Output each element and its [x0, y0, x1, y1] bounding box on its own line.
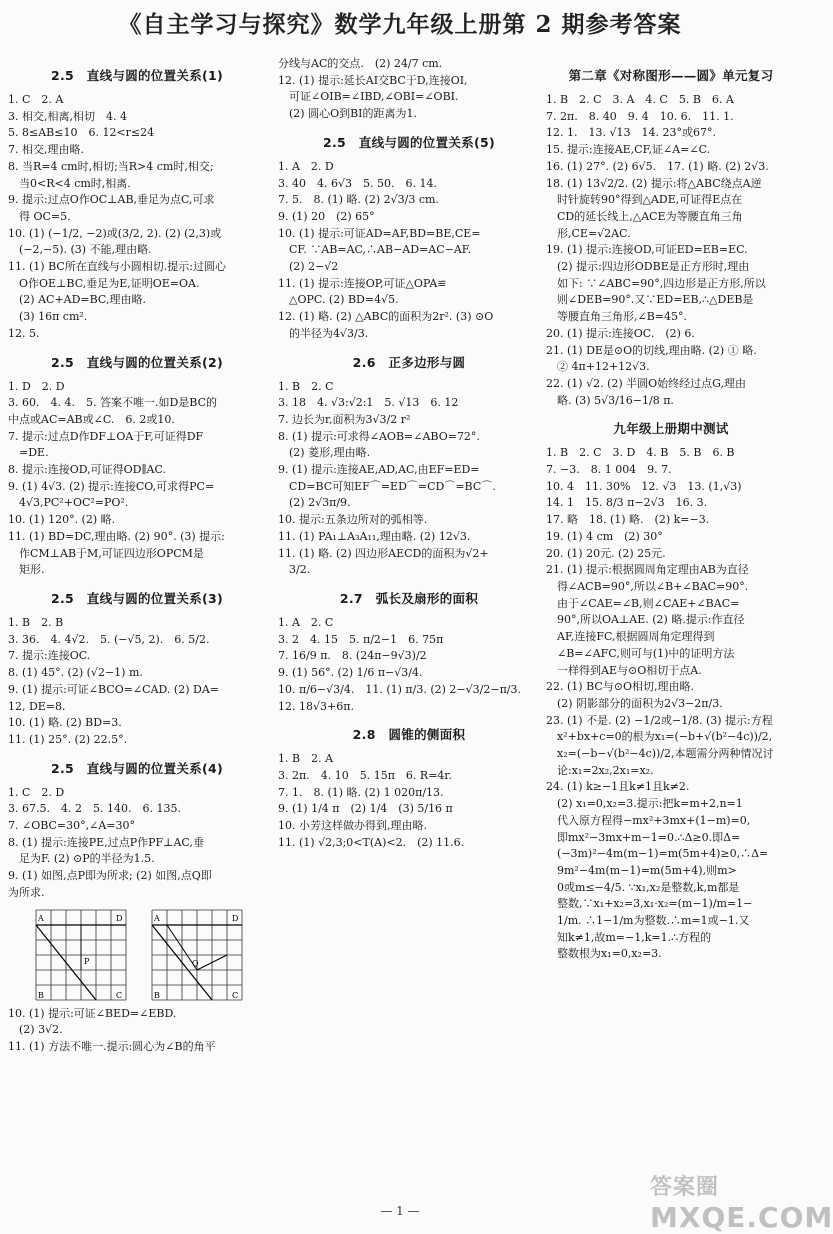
answer-line: 得 OC=5. [8, 209, 71, 223]
answer-line: 9. (1) 如图,点P即为所求; (2) 如图,点Q即 [8, 869, 212, 883]
answer-line: (2) 2−√2 [278, 260, 339, 274]
answer-line: 24. (1) k≥−1且k≠1且k≠2. [546, 780, 690, 794]
answer-line: 3. 40 4. 6√3 5. 50. 6. 14. [278, 176, 437, 190]
answer-line: 7. 提示:过点D作DF⊥OA于F,可证得DF [8, 429, 204, 443]
answer-line: O作OE⊥BC,垂足为E,证明OE=OA. [8, 276, 200, 290]
answer-line: 7. 16/9 π. 8. (24π−9√3)/2 [278, 649, 427, 663]
page-title: 《自主学习与探究》数学九年级上册第 2 期参考答案 [118, 11, 682, 38]
answer-line: 8. (1) 45°. (2) (√2−1) m. [8, 666, 143, 680]
answer-line: 16. (1) 27°. (2) 6√5. 17. (1) 略. (2) 2√3. [546, 159, 769, 173]
answer-line: 3/2. [278, 563, 311, 577]
answer-line: 10. (1) (−1/2, −2)或(3/2, 2). (2) (2,3)或 [8, 226, 222, 240]
answer-section [8, 353, 266, 579]
answer-line: 略. (3) 5√3/16−1/8 π. [546, 393, 674, 407]
answer-line: 23. (1) 不是. (2) −1/2或−1/8. (3) 提示:方程 [546, 713, 773, 727]
answer-line: (2) 圆心O到BI的距离为1. [278, 107, 418, 121]
answer-line: 19. (1) 4 cm (2) 30° [546, 529, 663, 543]
answer-line: 7. 1. 8. (1) 略. (2) 1 020π/13. [278, 785, 444, 799]
answer-line: 的半径为4√3/3. [278, 326, 369, 340]
answer-line: 11. (1) √2,3;0<T(A)<2. (2) 11.6. [278, 835, 465, 849]
answer-line: △OPC. (2) BD=4√5. [278, 293, 399, 307]
answer-line: 如下: ∵∠ABC=90°,四边形是正方形,所以 [546, 276, 766, 290]
answer-line: 12, DE=8. [8, 699, 66, 713]
grid-figures [30, 906, 266, 1002]
svg-text:C: C [116, 990, 123, 1000]
answer-line: 7. 提示:连接OC. [8, 649, 91, 663]
answer-line: 21. (1) 提示:根据圆周角定理由AB为直径 [546, 563, 749, 577]
answer-line: 时针旋转90°得到△ADE,可证得E点在 [546, 193, 743, 207]
answer-line: 3. 60. 4. 4. 5. 答案不唯一.如D是BC的 [8, 396, 217, 410]
answer-line: (2) AC+AD=BC,理由略. [8, 293, 146, 307]
answer-line: CF. ∵AB=AC,∴AB−AD=AC−AF. [278, 243, 472, 257]
answer-line: 20. (1) 20元. (2) 25元. [546, 546, 666, 560]
answer-line: 9. (1) 4√3. (2) 提示:连接CO,可求得PC= [8, 479, 215, 493]
answer-line: (2) 2√3π/9. [278, 496, 351, 510]
middle-column [278, 56, 540, 861]
answer-line: ② 4π+12+12√3. [546, 360, 650, 374]
answer-line: 3. 36. 4. 4√2. 5. (−√5, 2). 6. 5/2. [8, 632, 210, 646]
answer-line: 22. (1) √2. (2) 半圆O始终经过点G,理由 [546, 376, 747, 390]
answer-line: 1. C 2. A [8, 93, 64, 106]
answer-line: (2) 菱形,理由略. [278, 446, 371, 460]
page-number: — 1 — [380, 1204, 420, 1218]
answer-line: 矩形. [8, 563, 45, 577]
answer-line: 11. (1) 提示:连接OP,可证△OPA≌ [278, 276, 447, 290]
answer-section [546, 419, 796, 963]
section-heading: 2.5 直线与圆的位置关系(3) [50, 590, 224, 606]
answer-line: 10. π/6−√3/4. 11. (1) π/3. (2) 2−√3/2−π/3. [278, 682, 521, 696]
answer-line: 9. (1) 1/4 π (2) 1/4 (3) 5/16 π [278, 802, 453, 816]
right-column [546, 56, 796, 973]
answer-line: 则∠DEB=90°.又∵ED=EB,∴△DEB是 [546, 293, 754, 307]
answer-section [278, 56, 540, 123]
answer-line: 15. 提示:连接AE,CF,证∠A=∠C. [546, 143, 711, 157]
answer-line: ∠B=∠AFC,则可与(1)中的证明方法 [546, 646, 735, 660]
answer-line: 9. 提示:过点O作OC⊥AB,垂足为点C,可求 [8, 193, 215, 207]
answer-line: 可证∠OIB=∠IBD,∠OBI=∠OBI. [278, 90, 459, 104]
answer-line: 17. 略 18. (1) 略. (2) k=−3. [546, 513, 710, 527]
svg-text:P: P [84, 956, 90, 966]
answer-line: 即mx²−3mx+m−1=0.∴Δ≥0.即Δ= [546, 830, 741, 844]
answer-line: 1. A 2. C [278, 615, 334, 629]
section-heading: 九年级上册期中测试 [613, 421, 729, 437]
svg-text:A: A [154, 913, 160, 923]
watermark-logo [650, 1170, 833, 1234]
answer-line: 为所求. [8, 885, 45, 899]
answer-line: 3. 2π. 4. 10 5. 15π 6. R=4r. [278, 768, 452, 782]
answer-line: 3. 2 4. 15 5. π/2−1 6. 75π [278, 632, 444, 646]
answer-line: 中点或AC=AB或∠C. 6. 2或10. [8, 412, 175, 426]
answer-line: (−2,−5). (3) 不能,理由略. [8, 243, 152, 257]
answer-line: 整数,∵x₁+x₂=3,x₁·x₂=(m−1)/m=1− [546, 897, 753, 911]
answer-line: 足为F. (2) ⊙P的半径为1.5. [8, 852, 155, 866]
answer-line: 10. (1) 略. (2) BD=3. [8, 716, 122, 730]
answer-line: =DE. [8, 446, 49, 460]
grid-figure-p [30, 906, 132, 1002]
watermark-bottom: MXQE.COM [650, 1201, 833, 1234]
answer-line: 整数根为x₁=0,x₂=3. [546, 947, 662, 961]
answer-line: 9. (1) 提示:连接AE,AD,AC,由EF=ED= [278, 463, 480, 477]
answer-line: 8. (1) 提示:连接PE,过点P作PF⊥AC,垂 [8, 835, 204, 849]
svg-text:D: D [232, 913, 239, 923]
answer-line: 11. (1) 25°. (2) 22.5°. [8, 732, 128, 746]
answer-line: 3. 18 4. √3:√2:1 5. √13 6. 12 [278, 396, 459, 410]
answer-line: 12. 1. 13. √13 14. 23°或67°. [546, 126, 716, 140]
answer-line: 分线与AC的交点. (2) 24/7 cm. [278, 57, 443, 70]
answer-line: 11. (1) 略. (2) 四边形AECD的面积为√2+ [278, 546, 489, 560]
svg-text:B: B [154, 990, 160, 1000]
section-heading: 2.7 弧长及扇形的面积 [339, 590, 479, 606]
answer-line: 5. 8≤AB≤10 6. 12<r≤24 [8, 126, 155, 140]
answer-line: 9. (1) 20 (2) 65° [278, 209, 375, 223]
answer-line: 11. (1) BD=DC,理由略. (2) 90°. (3) 提示: [8, 529, 225, 543]
answer-line: 10. (1) 120°. (2) 略. [8, 513, 116, 527]
answer-line: 10. 提示:五条边所对的弧相等. [278, 513, 428, 527]
svg-text:D: D [116, 913, 123, 923]
answer-line: 9. (1) 提示:可证∠BCO=∠CAD. (2) DA= [8, 682, 219, 696]
answer-line: 14. 1 15. 8/3 π−2√3 16. 3. [546, 496, 708, 510]
answer-line: 7. 相交,理由略. [8, 143, 84, 157]
answer-section [278, 725, 540, 851]
answer-section [278, 133, 540, 343]
answer-line: 21. (1) DE是⊙O的切线,理由略. (2) ① 略. [546, 343, 757, 357]
answer-line: 知k≠1,故m=−1,k=1.∴方程的 [546, 930, 712, 944]
answer-line: 7. 5. 8. (1) 略. (2) 2√3/3 cm. [278, 193, 439, 207]
svg-text:Q: Q [192, 958, 199, 968]
answer-line: 7. 边长为r,面积为3√3/2 r² [278, 412, 411, 426]
answer-line: 3. 67.5. 4. 2 5. 140. 6. 135. [8, 802, 181, 816]
answer-section [8, 759, 266, 1056]
answer-line: 1. B 2. C [278, 379, 334, 393]
answer-line: (2) 3√2. [8, 1023, 63, 1037]
section-heading: 2.5 直线与圆的位置关系(2) [50, 354, 224, 370]
answer-line: AF,连接FC,根据圆周角定理得到 [546, 630, 715, 644]
answer-section [278, 589, 540, 715]
answer-line: (3) 16π cm². [8, 310, 88, 324]
answer-line: 1. D 2. D [8, 379, 65, 393]
answer-line: 1/m. ∴1−1/m为整数.∴m=1或−1.又 [546, 914, 750, 928]
svg-text:C: C [232, 990, 239, 1000]
answer-line: 10. 4 11. 30% 12. √3 13. (1,√3) [546, 479, 742, 493]
answer-line: 12. (1) 略. (2) △ABC的面积为2r². (3) ⊙O [278, 310, 494, 324]
section-heading: 2.5 直线与圆的位置关系(5) [322, 134, 496, 150]
answer-line: x₂=(−b−√(b²−4c))/2,本题需分两种情况讨 [546, 747, 774, 761]
answer-line: 7. 2π. 8. 40 9. 4 10. 6. 11. 1. [546, 109, 734, 123]
grid-figure-q [146, 906, 248, 1002]
watermark-top: 答案圈 [650, 1175, 720, 1200]
answer-line: (2) 阴影部分的面积为2√3−2π/3. [546, 696, 723, 710]
answer-line: CD=BC可知EF⌒=ED⌒=CD⌒=BC⌒. [278, 479, 496, 493]
answer-line: 由于∠CAE=∠B,则∠CAE+∠BAC= [546, 596, 740, 610]
answer-line: 90°,所以OA⊥AE. (2) 略.提示:作直径 [546, 613, 745, 627]
answer-line: 22. (1) BC与⊙O相切,理由略. [546, 680, 695, 694]
answer-line: x²+bx+c=0的根为x₁=(−b+√(b²−4c))/2, [546, 730, 773, 744]
answer-line: 0或m≤−4/5. ∵x₁,x₂是整数,k,m都是 [546, 880, 740, 894]
answer-line: 4√3,PC²+OC²=PO². [8, 496, 129, 510]
answer-line: 等腰直角三角形,∠B=45°. [546, 310, 688, 324]
answer-line: 1. A 2. D [278, 159, 334, 173]
answer-section [278, 353, 540, 579]
answer-line: 8. 当R=4 cm时,相切;当R>4 cm时,相交; [8, 159, 214, 173]
answer-line: 9m²−4m(m−1)=m(5m+4),则m> [546, 863, 737, 877]
section-heading: 2.8 圆锥的侧面积 [352, 727, 466, 743]
answer-line: CD的延长线上,△ACE为等腰直角三角 [546, 209, 743, 223]
answer-line: 8. 提示:连接OD,可证得OD∥AC. [8, 463, 167, 477]
answer-line: 20. (1) 提示:连接OC. (2) 6. [546, 326, 695, 340]
section-heading: 2.5 直线与圆的位置关系(1) [50, 68, 224, 83]
answer-line: 1. B 2. C 3. D 4. B 5. B 6. B [546, 446, 735, 460]
answer-line: 1. C 2. D [8, 785, 65, 799]
answer-line: 7. ∠OBC=30°,∠A=30° [8, 819, 136, 833]
answer-section [546, 66, 796, 409]
answer-line: 1. B 2. A [278, 752, 334, 766]
answer-line: 论:x₁=2x₂,2x₁=x₂. [546, 763, 654, 777]
answer-line: 当0<R<4 cm时,相离. [8, 176, 131, 190]
answer-line: 作CM⊥AB于M,可证四边形OPCM是 [8, 546, 204, 560]
answer-line: 得∠ACB=90°,所以∠B+∠BAC=90°. [546, 579, 749, 593]
answer-line: 19. (1) 提示:连接OD,可证ED=EB=EC. [546, 243, 748, 257]
section-heading: 第二章《对称图形——圆》单元复习 [568, 68, 774, 83]
answer-line: 10. 小芳这样做办得到,理由略. [278, 819, 427, 833]
answer-line: 11. (1) BC所在直线与小圆相切.提示:过圆心 [8, 260, 226, 274]
answer-line: 11. (1) PA₁⊥A₃A₁₁,理由略. (2) 12√3. [278, 529, 471, 543]
answer-line: 1. B 2. B [8, 615, 64, 629]
left-column [8, 56, 266, 1066]
svg-text:A: A [38, 913, 44, 923]
answer-line: 8. (1) 提示:可求得∠AOB=∠ABO=72°. [278, 429, 480, 443]
answer-line: 12. 5. [8, 326, 40, 340]
section-heading: 2.6 正多边形与圆 [352, 354, 466, 370]
answer-line: 10. (1) 提示:可证∠BED=∠EBD. [8, 1006, 177, 1020]
answer-line: 11. (1) 方法不唯一.提示:圆心为∠B的角平 [8, 1039, 216, 1053]
answer-line: 代入原方程得−mx²+3mx+(1−m)=0, [546, 813, 751, 827]
svg-text:B: B [38, 990, 44, 1000]
answer-line: 18. (1) 13√2/2. (2) 提示:将△ABC绕点A逆 [546, 176, 762, 190]
answer-line: 12. (1) 提示:延长AI交BC于D,连接OI, [278, 73, 468, 87]
section-heading: 2.5 直线与圆的位置关系(4) [50, 760, 224, 776]
answer-line: 一样得到AE与⊙O相切于点A. [546, 663, 702, 677]
answer-line: 3. 相交,相离,相切 4. 4 [8, 109, 127, 123]
answer-line: 7. −3. 8. 1 004 9. 7. [546, 463, 672, 477]
answer-line: (−3m)²−4m(m−1)=m(5m+4)≥0,∴Δ= [546, 847, 769, 861]
answer-line: 12. 18√3+6π. [278, 699, 354, 713]
answer-line: (2) 提示:四边形ODBE是正方形时,理由 [546, 260, 750, 274]
answer-line: 9. (1) 56°. (2) 1/6 π−√3/4. [278, 666, 423, 680]
answer-section [8, 589, 266, 749]
answer-line: (2) x₁=0,x₂=3.提示:把k=m+2,n=1 [546, 797, 743, 811]
answer-section [8, 66, 266, 343]
answer-line: 1. B 2. C 3. A 4. C 5. B 6. A [546, 93, 734, 106]
answer-line: 10. (1) 提示:可证AD=AF,BD=BE,CE= [278, 226, 481, 240]
answer-line: 形,CE=√2AC. [546, 226, 631, 240]
